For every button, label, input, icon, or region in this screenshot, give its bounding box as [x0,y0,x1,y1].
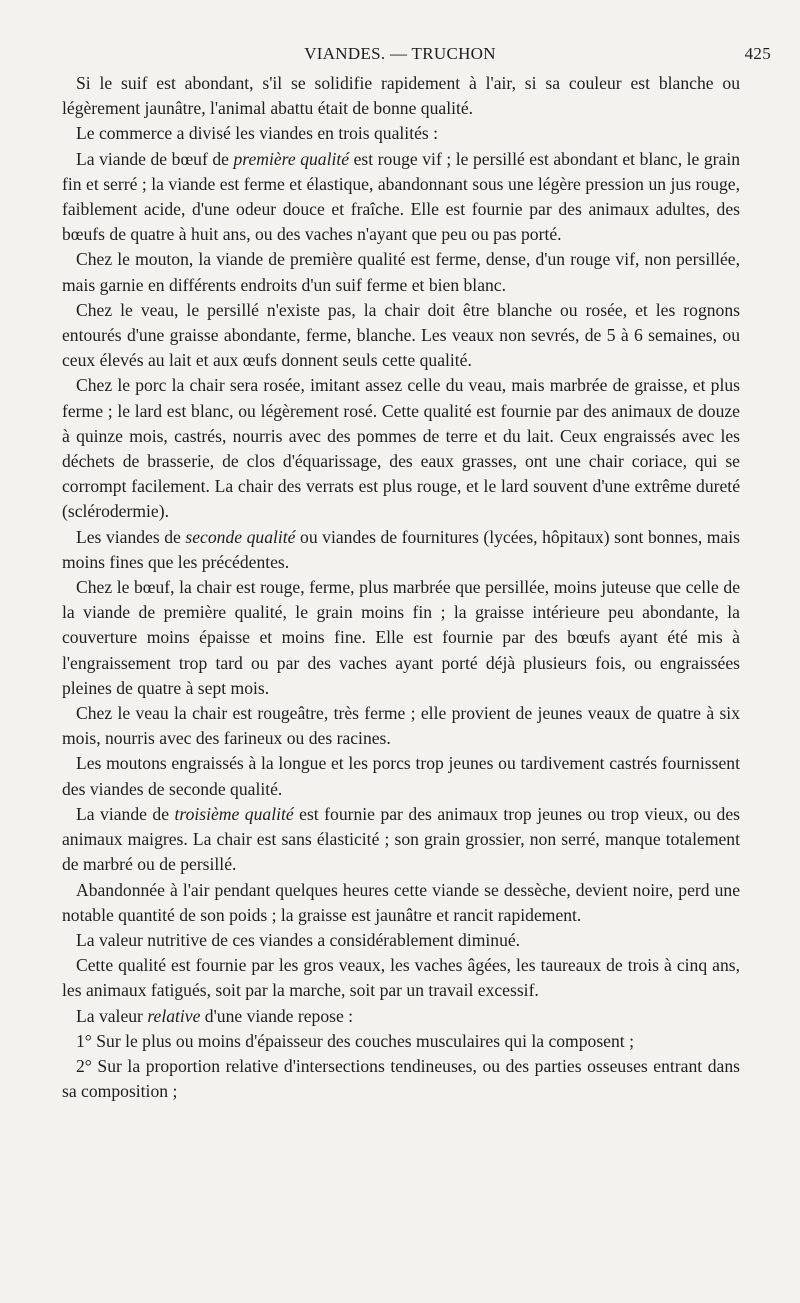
paragraph: Chez le veau la chair est rougeâtre, très ferme ; elle provient de jeunes veaux de quatre à six mois, nourris avec des farineux ou des racines. [62,703,740,749]
quality-term: seconde qualité [185,526,296,547]
paragraph [62,802,740,878]
paragraph-text: est rouge vif ; le persillé est abondant et blanc, le grain fin et serré ; la viande est ferme et élastique, abandonnant sous une légère pression un jus rouge, faiblement acide, d'une odeur douce et fraîche. Elle est fournie par des animaux adultes, des bœufs de quatre à huit ans, ou des vaches n'ayant que peu ou pas porté. [62,148,741,245]
paragraph-text: Les viandes de [76,526,186,547]
paragraph: Les moutons engraissés à la longue et les porcs trop jeunes ou tardivement castrés fournissent des viandes de seconde qualité. [62,753,740,799]
list-item: 2° Sur la proportion relative d'intersections tendineuses, ou des parties osseuses entrant dans sa composition ; [62,1055,740,1102]
paragraph [62,525,740,575]
paragraph-text: ou viandes de fournitures (lycées, hôpitaux) sont bonnes, mais moins fines que les précédentes. [62,526,740,572]
paragraph-text: La valeur [76,1005,148,1026]
body-text [62,71,740,1104]
paragraph-text: La viande de [76,803,175,824]
paragraph: Si le suif est abondant, s'il se solidifie rapidement à l'air, si sa couleur est blanche ou légèrement jaunâtre, l'animal abattu était de bonne qualité. [62,73,740,119]
paragraph-text: est fournie par des animaux trop jeunes ou trop vieux, ou des animaux maigres. La chair est sans élasticité ; son grain grossier, non serré, manque totalement de marbré ou de persillé. [62,803,740,875]
emphasis-term: relative [147,1005,201,1026]
list-item: 1° Sur le plus ou moins d'épaisseur des couches musculaires qui la composent ; [76,1030,634,1051]
quality-term: première qualité [233,148,350,169]
paragraph: Chez le bœuf, la chair est rouge, ferme, plus marbrée que persillée, moins juteuse que celle de la viande de première qualité, le grain moins fin ; la graisse intérieure peu abondante, la couverture moins épaisse et moins fine. Elle est fournie par des bœufs ayant été mis à l'engraissement trop tard ou par des vaches ayant porté déjà plusieurs fois, ou engraissées pleines de quatre à sept mois. [62,577,740,698]
paragraph: Chez le porc la chair sera rosée, imitant assez celle du veau, mais marbrée de graisse, et plus ferme ; le lard est blanc, ou légèrement rosé. Cette qualité est fournie par des animaux de douze à quinze mois, castrés, nourris avec des pommes de terre et du lait. Ceux engraissés avec les déchets de brasserie, de clos d'équarissage, des eaux grasses, ont une chair coriace, qui se corrompt facilement. La chair des verrats est plus rouge, et le lard souvent d'une extrême dureté (sclérodermie). [62,375,740,522]
paragraph: Abandonnée à l'air pendant quelques heures cette viande se dessèche, devient noire, perd une notable quantité de son poids ; la graisse est jaunâtre et rancit rapidement. [62,879,740,925]
paragraph [62,1004,740,1029]
paragraph: Le commerce a divisé les viandes en trois qualités : [76,123,439,144]
paragraph [62,147,740,248]
paragraph: La valeur nutritive de ces viandes a considérablement diminué. [76,929,521,950]
paragraph-text: La viande de bœuf de [76,148,234,169]
paragraph-text: d'une viande repose : [200,1005,354,1026]
quality-term: troisième qualité [174,803,294,824]
page-header [0,44,800,68]
paragraph: Cette qualité est fournie par les gros veaux, les vaches âgées, les taureaux de trois à cinq ans, les animaux fatigués, soit par la marche, soit par un travail excessif. [62,955,740,1001]
running-title: VIANDES. — TRUCHON [304,44,496,63]
paragraph: Chez le mouton, la viande de première qualité est ferme, dense, d'un rouge vif, non persillée, mais garnie en différents endroits d'un suif ferme et bien blanc. [62,249,740,295]
page-number: 425 [744,44,771,63]
paragraph: Chez le veau, le persillé n'existe pas, la chair doit être blanche ou rosée, et les rognons entourés d'une graisse abondante, ferme, blanche. Les veaux non sevrés, de 5 à 6 semaines, ou ceux élevés au lait et aux œufs donnent seuls cette qualité. [62,299,740,371]
